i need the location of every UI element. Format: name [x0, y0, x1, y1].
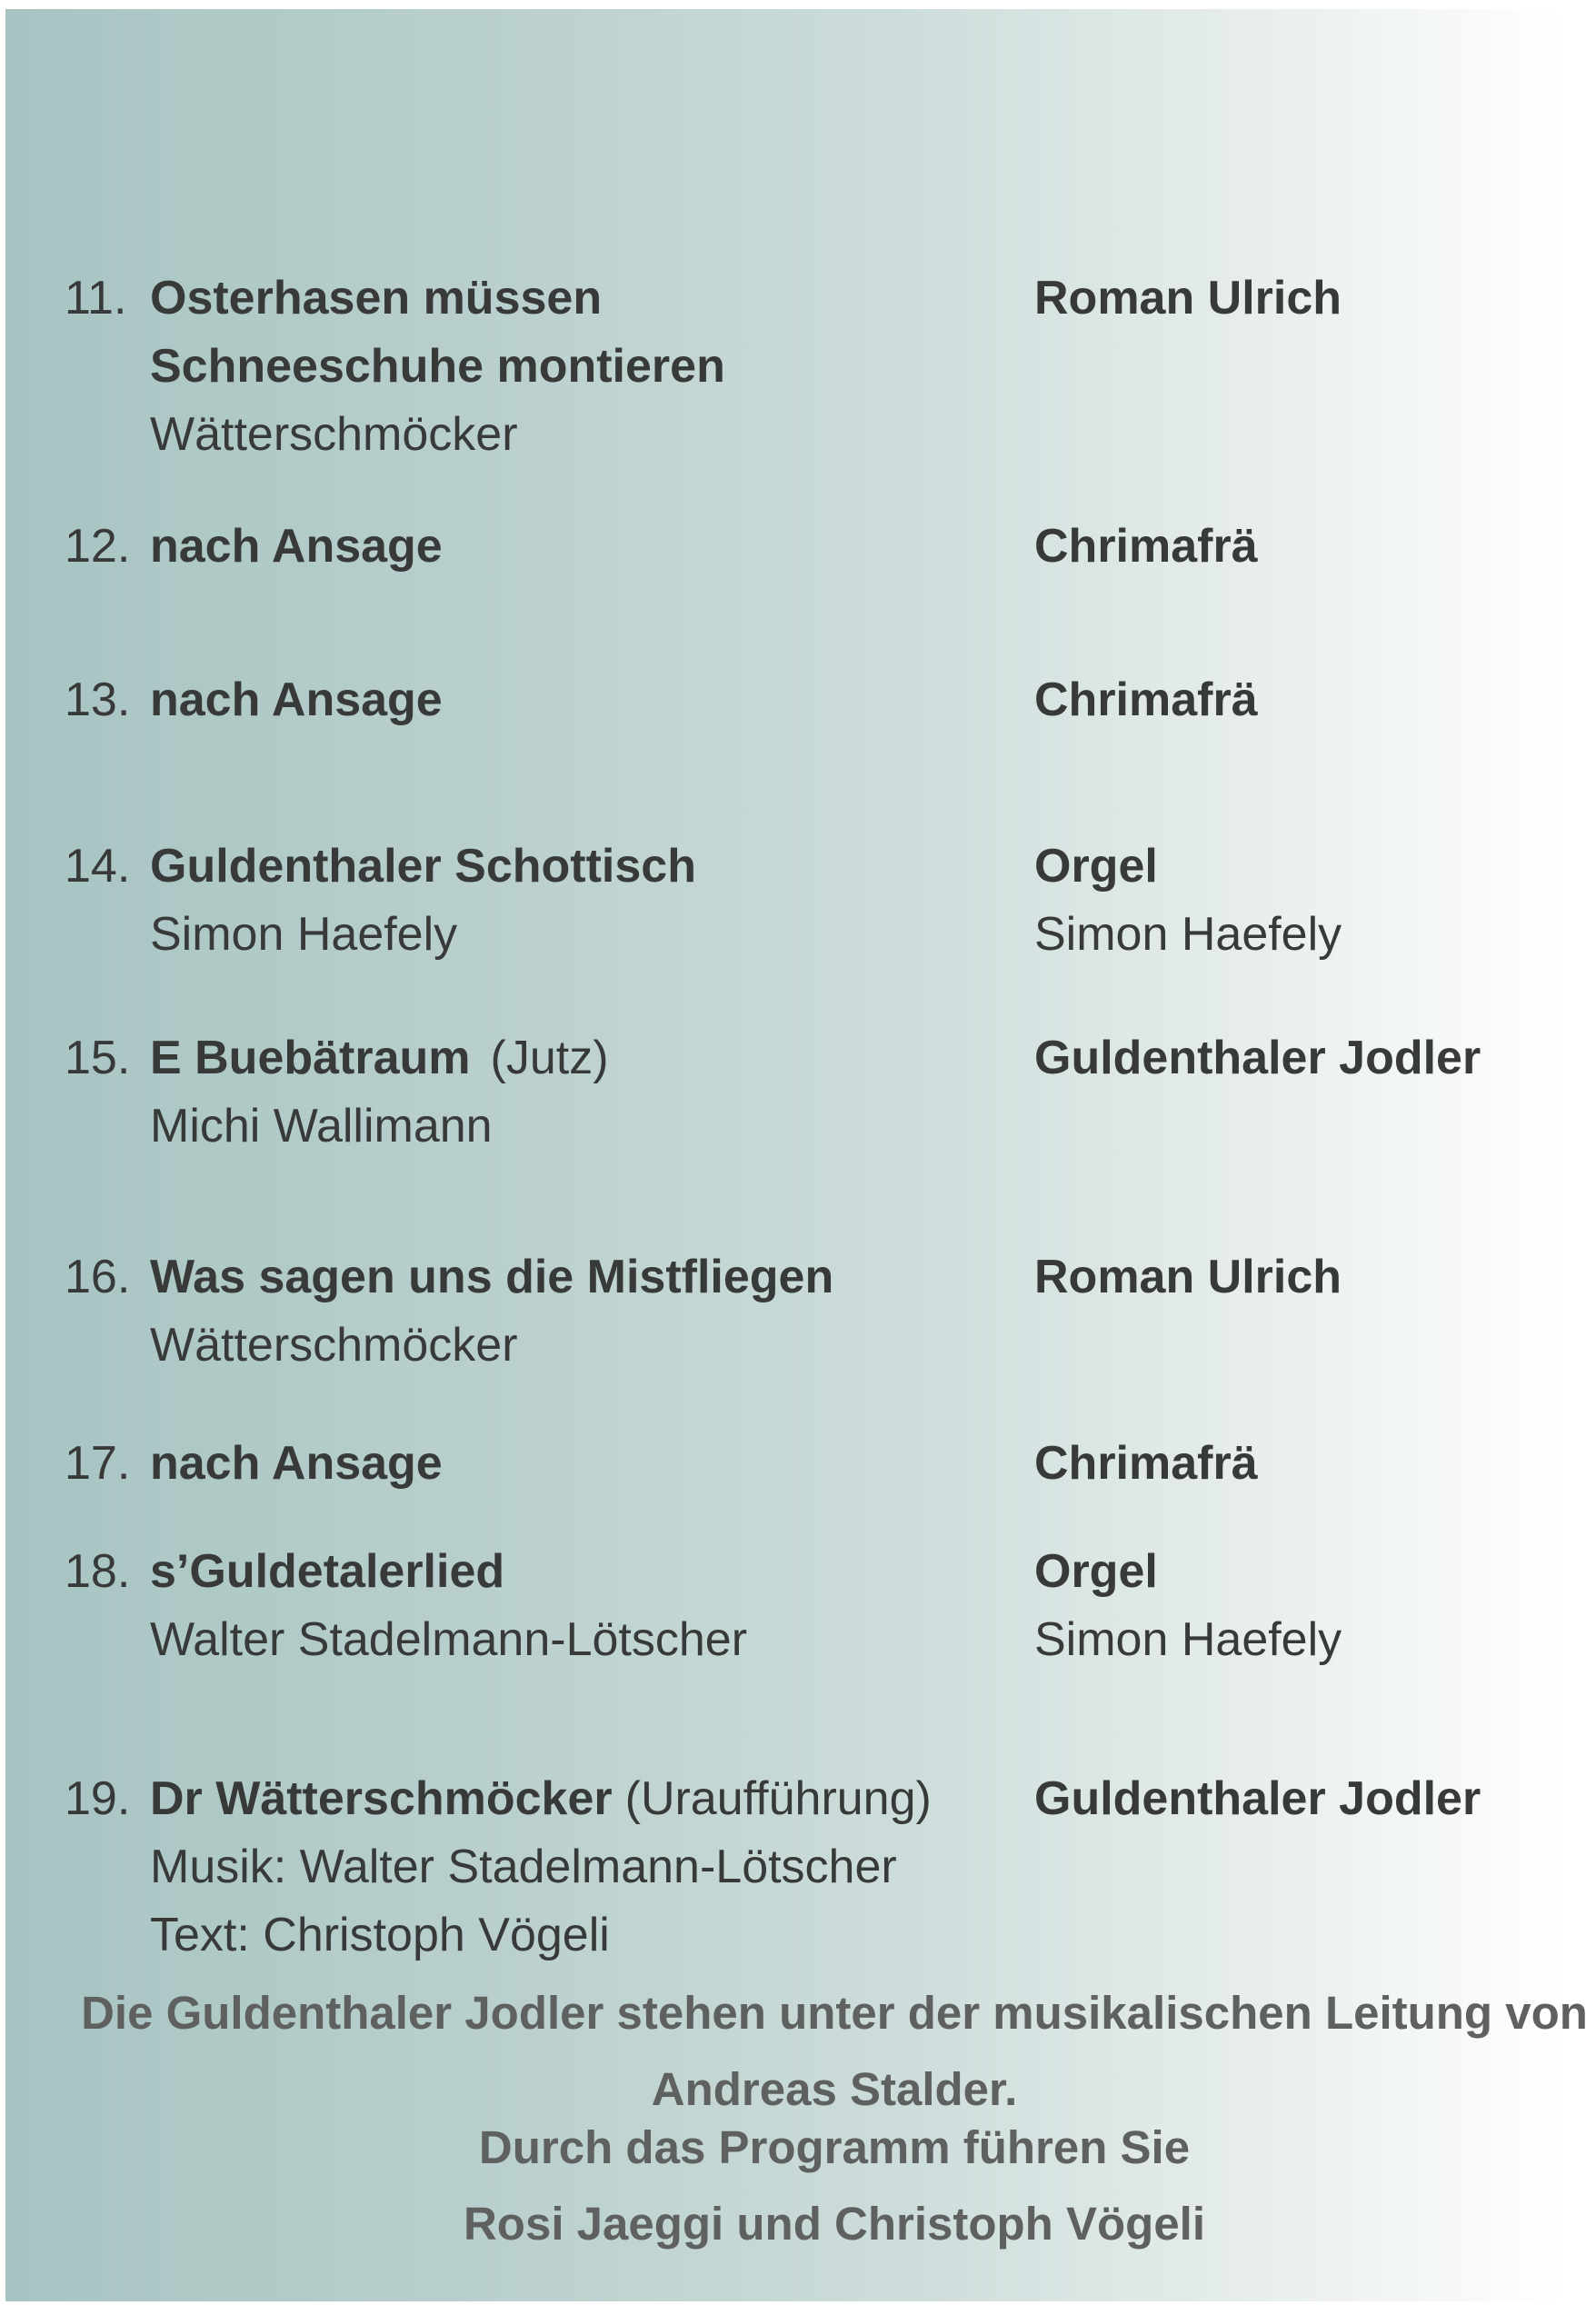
item-title-line2: Schneeschuhe montieren	[150, 340, 725, 393]
item-performer: Roman Ulrich	[1034, 1251, 1342, 1303]
item-title-block	[150, 1538, 747, 1674]
item-performer-name: Simon Haefely	[1034, 908, 1342, 961]
item-title-line	[150, 1765, 932, 1833]
item-title-block	[150, 833, 696, 969]
item-performer: Chrimafrä	[1034, 520, 1258, 573]
item-performer: Chrimafrä	[1034, 674, 1258, 726]
item-title-block	[150, 264, 725, 469]
item-number: 19.	[65, 1772, 131, 1825]
item-number: 11.	[65, 272, 127, 324]
conductor-note-line2: Andreas Stalder.	[651, 2063, 1018, 2115]
item-performer-block	[1034, 1243, 1342, 1312]
item-subtitle: Musik: Walter Stadelmann-Lötscher	[150, 1841, 897, 1893]
item-title: nach Ansage	[150, 520, 443, 573]
item-title: s’Guldetalerlied	[150, 1545, 505, 1598]
item-title-block	[150, 1430, 443, 1498]
item-performer: Orgel	[1034, 840, 1158, 893]
item-performer-block	[1034, 833, 1342, 969]
item-subtitle: Michi Wallimann	[150, 1100, 493, 1152]
item-title: nach Ansage	[150, 1437, 443, 1490]
item-title-block	[150, 1024, 609, 1161]
item-subtitle: Wätterschmöcker	[150, 408, 518, 461]
item-performer-block	[1034, 1538, 1342, 1674]
item-performer: Roman Ulrich	[1034, 272, 1342, 324]
item-number: 17.	[65, 1437, 131, 1490]
item-title-block	[150, 1243, 833, 1380]
item-title-suffix: (Jutz)	[490, 1032, 609, 1084]
item-performer-block	[1034, 666, 1258, 734]
item-title: nach Ansage	[150, 674, 443, 726]
item-subtitle: Walter Stadelmann-Lötscher	[150, 1613, 748, 1666]
item-subtitle: Wätterschmöcker	[150, 1319, 518, 1372]
item-title: Dr Wätterschmöcker	[150, 1772, 613, 1825]
item-title: Osterhasen müssen	[150, 272, 603, 324]
item-performer: Chrimafrä	[1034, 1437, 1258, 1490]
item-title-line	[150, 1024, 609, 1093]
presenters-note-line2: Rosi Jaeggi und Christoph Vögeli	[463, 2198, 1206, 2250]
item-title-block	[150, 1765, 932, 1970]
item-title: Was sagen uns die Mistfliegen	[150, 1251, 834, 1303]
item-number: 16.	[65, 1251, 131, 1303]
item-number: 13.	[65, 674, 131, 726]
item-title-block	[150, 513, 443, 581]
item-number: 14.	[65, 840, 131, 893]
item-title-suffix: (Uraufführung)	[624, 1772, 932, 1825]
item-performer-block	[1034, 1765, 1481, 1833]
item-performer-block	[1034, 1430, 1258, 1498]
item-performer: Guldenthaler Jodler	[1034, 1032, 1481, 1084]
item-subtitle: Simon Haefely	[150, 908, 458, 961]
conductor-note-line1: Die Guldenthaler Jodler stehen unter der musikalischen Leitung von	[81, 1987, 1588, 2039]
item-performer: Orgel	[1034, 1545, 1158, 1598]
conductor-note	[73, 1975, 1596, 2128]
item-number: 12.	[65, 520, 131, 573]
presenters-note-line1: Durch das Programm führen Sie	[478, 2121, 1191, 2173]
presenters-note	[73, 2110, 1596, 2262]
item-number: 18.	[65, 1545, 131, 1598]
item-performer-block	[1034, 264, 1342, 333]
item-performer: Guldenthaler Jodler	[1034, 1772, 1481, 1825]
item-title: Guldenthaler Schottisch	[150, 840, 696, 893]
item-title: E Buebätraum	[150, 1032, 471, 1084]
item-performer-name: Simon Haefely	[1034, 1613, 1342, 1666]
item-title-block	[150, 666, 443, 734]
item-subtitle-line2: Text: Christoph Vögeli	[150, 1909, 610, 1961]
item-performer-block	[1034, 513, 1258, 581]
item-performer-block	[1034, 1024, 1481, 1093]
item-number: 15.	[65, 1032, 131, 1084]
